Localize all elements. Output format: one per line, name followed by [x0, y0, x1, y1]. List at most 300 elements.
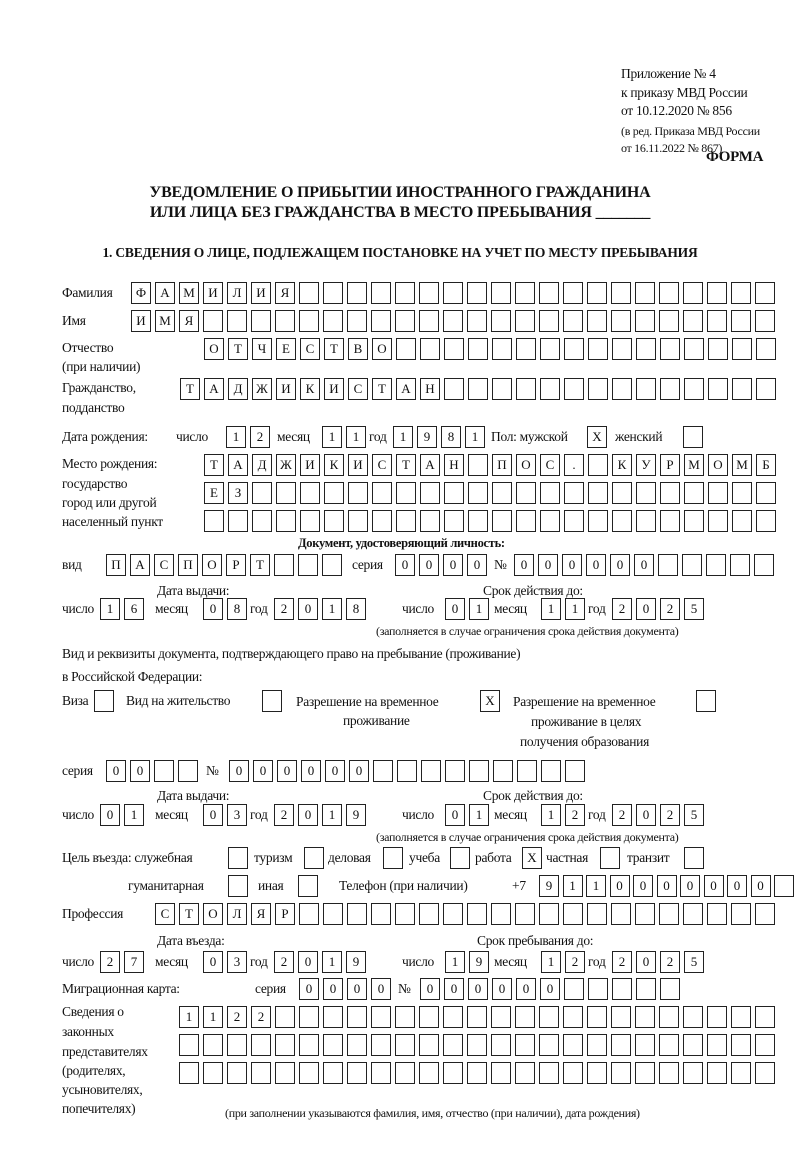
char-cell[interactable] [395, 282, 415, 304]
char-cell[interactable] [731, 1006, 751, 1028]
char-cell[interactable] [203, 1034, 223, 1056]
char-cell[interactable] [348, 510, 368, 532]
char-cell[interactable]: 0 [704, 875, 724, 897]
char-cell[interactable]: 8 [227, 598, 247, 620]
char-cell[interactable] [203, 1062, 223, 1084]
char-cell[interactable] [419, 1034, 439, 1056]
char-cell[interactable]: И [251, 282, 271, 304]
char-cell[interactable]: С [540, 454, 560, 476]
char-cell[interactable] [683, 1006, 703, 1028]
char-cell[interactable] [539, 1006, 559, 1028]
char-cell[interactable] [659, 310, 679, 332]
char-cell[interactable] [491, 282, 511, 304]
char-cell[interactable] [395, 1006, 415, 1028]
char-cell[interactable] [774, 875, 794, 897]
char-cell[interactable] [730, 554, 750, 576]
char-cell[interactable]: 0 [657, 875, 677, 897]
char-cell[interactable]: 0 [371, 978, 391, 1000]
char-cell[interactable] [467, 1006, 487, 1028]
char-cell[interactable]: Ж [276, 454, 296, 476]
char-cell[interactable] [396, 338, 416, 360]
char-cell[interactable] [299, 310, 319, 332]
char-cell[interactable] [347, 903, 367, 925]
char-cell[interactable] [299, 1062, 319, 1084]
char-cell[interactable]: О [204, 338, 224, 360]
char-cell[interactable] [274, 554, 294, 576]
char-cell[interactable] [541, 760, 561, 782]
char-cell[interactable]: 0 [540, 978, 560, 1000]
char-cell[interactable]: 0 [106, 760, 126, 782]
checkbox-cell[interactable] [683, 426, 703, 448]
char-cell[interactable]: 0 [277, 760, 297, 782]
char-cell[interactable]: 0 [347, 978, 367, 1000]
char-cell[interactable] [563, 310, 583, 332]
char-cell[interactable] [420, 510, 440, 532]
char-cell[interactable] [419, 1006, 439, 1028]
char-cell[interactable] [395, 903, 415, 925]
char-cell[interactable] [565, 760, 585, 782]
char-cell[interactable]: 0 [419, 554, 439, 576]
char-cell[interactable]: Т [396, 454, 416, 476]
char-cell[interactable] [371, 282, 391, 304]
char-cell[interactable]: 0 [395, 554, 415, 576]
char-cell[interactable] [707, 282, 727, 304]
char-cell[interactable]: И [203, 282, 223, 304]
char-cell[interactable]: 1 [124, 804, 144, 826]
char-cell[interactable] [659, 1006, 679, 1028]
char-cell[interactable] [516, 510, 536, 532]
char-cell[interactable] [468, 338, 488, 360]
char-cell[interactable]: 2 [227, 1006, 247, 1028]
char-cell[interactable] [540, 338, 560, 360]
char-cell[interactable]: О [708, 454, 728, 476]
char-cell[interactable]: 8 [441, 426, 461, 448]
char-cell[interactable] [708, 338, 728, 360]
char-cell[interactable] [755, 1062, 775, 1084]
char-cell[interactable] [395, 310, 415, 332]
char-cell[interactable] [682, 554, 702, 576]
char-cell[interactable] [443, 903, 463, 925]
char-cell[interactable] [491, 1006, 511, 1028]
char-cell[interactable] [347, 1062, 367, 1084]
char-cell[interactable] [443, 1006, 463, 1028]
char-cell[interactable] [323, 310, 343, 332]
char-cell[interactable]: 2 [100, 951, 120, 973]
char-cell[interactable]: С [155, 903, 175, 925]
char-cell[interactable]: 0 [516, 978, 536, 1000]
char-cell[interactable] [275, 1034, 295, 1056]
checkbox-cell[interactable] [262, 690, 282, 712]
char-cell[interactable] [708, 378, 728, 400]
char-cell[interactable] [563, 1006, 583, 1028]
char-cell[interactable] [492, 338, 512, 360]
char-cell[interactable] [731, 310, 751, 332]
char-cell[interactable]: И [348, 454, 368, 476]
char-cell[interactable]: 3 [227, 951, 247, 973]
char-cell[interactable] [298, 554, 318, 576]
char-cell[interactable]: 1 [469, 598, 489, 620]
char-cell[interactable] [635, 310, 655, 332]
char-cell[interactable] [154, 760, 174, 782]
char-cell[interactable]: 0 [636, 598, 656, 620]
char-cell[interactable] [443, 1062, 463, 1084]
char-cell[interactable] [276, 482, 296, 504]
char-cell[interactable] [635, 1062, 655, 1084]
char-cell[interactable] [467, 310, 487, 332]
char-cell[interactable]: 2 [660, 804, 680, 826]
char-cell[interactable] [706, 554, 726, 576]
char-cell[interactable]: 0 [299, 978, 319, 1000]
char-cell[interactable] [204, 510, 224, 532]
char-cell[interactable]: 3 [227, 804, 247, 826]
char-cell[interactable] [347, 282, 367, 304]
char-cell[interactable]: П [178, 554, 198, 576]
char-cell[interactable] [707, 903, 727, 925]
checkbox-cell[interactable] [228, 847, 248, 869]
char-cell[interactable] [563, 282, 583, 304]
char-cell[interactable] [732, 510, 752, 532]
char-cell[interactable] [467, 1034, 487, 1056]
char-cell[interactable] [611, 1062, 631, 1084]
checkbox-cell[interactable] [684, 847, 704, 869]
char-cell[interactable] [683, 1062, 703, 1084]
char-cell[interactable] [515, 282, 535, 304]
char-cell[interactable] [516, 338, 536, 360]
char-cell[interactable]: С [372, 454, 392, 476]
char-cell[interactable] [587, 1034, 607, 1056]
char-cell[interactable] [468, 454, 488, 476]
char-cell[interactable] [203, 310, 223, 332]
char-cell[interactable]: 0 [727, 875, 747, 897]
char-cell[interactable]: Н [444, 454, 464, 476]
char-cell[interactable] [515, 1034, 535, 1056]
char-cell[interactable]: Т [324, 338, 344, 360]
char-cell[interactable] [372, 510, 392, 532]
char-cell[interactable] [467, 903, 487, 925]
char-cell[interactable] [611, 903, 631, 925]
char-cell[interactable] [660, 378, 680, 400]
char-cell[interactable]: 0 [751, 875, 771, 897]
char-cell[interactable]: Т [204, 454, 224, 476]
char-cell[interactable] [491, 1034, 511, 1056]
char-cell[interactable] [492, 510, 512, 532]
char-cell[interactable] [708, 510, 728, 532]
char-cell[interactable]: 2 [612, 951, 632, 973]
char-cell[interactable] [611, 282, 631, 304]
char-cell[interactable] [515, 903, 535, 925]
char-cell[interactable] [419, 903, 439, 925]
char-cell[interactable] [564, 510, 584, 532]
char-cell[interactable] [467, 282, 487, 304]
char-cell[interactable] [683, 310, 703, 332]
char-cell[interactable]: А [396, 378, 416, 400]
char-cell[interactable] [684, 378, 704, 400]
char-cell[interactable] [371, 310, 391, 332]
char-cell[interactable]: А [228, 454, 248, 476]
char-cell[interactable]: Е [204, 482, 224, 504]
checkbox-cell[interactable] [228, 875, 248, 897]
char-cell[interactable] [588, 338, 608, 360]
char-cell[interactable] [756, 378, 776, 400]
char-cell[interactable] [469, 760, 489, 782]
char-cell[interactable]: 0 [443, 554, 463, 576]
char-cell[interactable] [588, 978, 608, 1000]
char-cell[interactable] [755, 282, 775, 304]
char-cell[interactable] [492, 482, 512, 504]
char-cell[interactable]: 1 [100, 598, 120, 620]
checkbox-cell[interactable]: X [587, 426, 607, 448]
char-cell[interactable] [684, 510, 704, 532]
char-cell[interactable] [540, 378, 560, 400]
checkbox-cell[interactable] [696, 690, 716, 712]
char-cell[interactable]: 0 [203, 951, 223, 973]
char-cell[interactable] [420, 338, 440, 360]
char-cell[interactable] [611, 1034, 631, 1056]
char-cell[interactable]: 1 [179, 1006, 199, 1028]
char-cell[interactable] [299, 282, 319, 304]
char-cell[interactable] [299, 1034, 319, 1056]
char-cell[interactable]: А [130, 554, 150, 576]
char-cell[interactable] [659, 903, 679, 925]
char-cell[interactable]: О [203, 903, 223, 925]
char-cell[interactable]: 0 [420, 978, 440, 1000]
char-cell[interactable]: 1 [586, 875, 606, 897]
char-cell[interactable] [468, 378, 488, 400]
char-cell[interactable] [419, 310, 439, 332]
char-cell[interactable] [611, 310, 631, 332]
char-cell[interactable]: 0 [610, 875, 630, 897]
char-cell[interactable]: 1 [541, 951, 561, 973]
char-cell[interactable] [348, 482, 368, 504]
char-cell[interactable] [754, 554, 774, 576]
char-cell[interactable]: 2 [660, 598, 680, 620]
char-cell[interactable]: 0 [610, 554, 630, 576]
char-cell[interactable]: 1 [469, 804, 489, 826]
char-cell[interactable] [373, 760, 393, 782]
char-cell[interactable] [564, 338, 584, 360]
char-cell[interactable] [612, 482, 632, 504]
char-cell[interactable] [299, 1006, 319, 1028]
char-cell[interactable]: М [732, 454, 752, 476]
char-cell[interactable]: 5 [684, 804, 704, 826]
char-cell[interactable] [323, 1062, 343, 1084]
char-cell[interactable]: 0 [467, 554, 487, 576]
checkbox-cell[interactable] [450, 847, 470, 869]
char-cell[interactable] [251, 1034, 271, 1056]
char-cell[interactable] [445, 760, 465, 782]
char-cell[interactable] [444, 482, 464, 504]
char-cell[interactable] [707, 1062, 727, 1084]
char-cell[interactable] [636, 338, 656, 360]
char-cell[interactable] [658, 554, 678, 576]
char-cell[interactable] [707, 310, 727, 332]
checkbox-cell[interactable] [383, 847, 403, 869]
char-cell[interactable]: 0 [680, 875, 700, 897]
char-cell[interactable]: Т [228, 338, 248, 360]
char-cell[interactable]: 0 [514, 554, 534, 576]
char-cell[interactable] [539, 1034, 559, 1056]
char-cell[interactable] [683, 903, 703, 925]
char-cell[interactable] [322, 554, 342, 576]
char-cell[interactable] [708, 482, 728, 504]
char-cell[interactable]: 0 [349, 760, 369, 782]
char-cell[interactable]: 0 [203, 804, 223, 826]
char-cell[interactable] [467, 1062, 487, 1084]
char-cell[interactable]: Л [227, 282, 247, 304]
char-cell[interactable]: 1 [346, 426, 366, 448]
char-cell[interactable]: Р [226, 554, 246, 576]
char-cell[interactable]: 2 [660, 951, 680, 973]
char-cell[interactable]: А [420, 454, 440, 476]
char-cell[interactable] [323, 1006, 343, 1028]
char-cell[interactable] [395, 1062, 415, 1084]
char-cell[interactable] [587, 282, 607, 304]
char-cell[interactable]: 0 [636, 951, 656, 973]
char-cell[interactable]: И [276, 378, 296, 400]
char-cell[interactable] [468, 482, 488, 504]
char-cell[interactable]: П [106, 554, 126, 576]
char-cell[interactable] [563, 903, 583, 925]
char-cell[interactable] [444, 510, 464, 532]
char-cell[interactable]: С [348, 378, 368, 400]
char-cell[interactable]: 8 [346, 598, 366, 620]
char-cell[interactable]: 1 [465, 426, 485, 448]
char-cell[interactable] [540, 482, 560, 504]
char-cell[interactable] [684, 338, 704, 360]
char-cell[interactable] [299, 903, 319, 925]
char-cell[interactable] [588, 482, 608, 504]
char-cell[interactable] [539, 903, 559, 925]
char-cell[interactable]: Р [275, 903, 295, 925]
char-cell[interactable] [612, 510, 632, 532]
char-cell[interactable] [324, 510, 344, 532]
char-cell[interactable] [323, 282, 343, 304]
char-cell[interactable] [300, 482, 320, 504]
checkbox-cell[interactable]: X [480, 690, 500, 712]
char-cell[interactable] [683, 1034, 703, 1056]
char-cell[interactable] [635, 1006, 655, 1028]
char-cell[interactable] [731, 1034, 751, 1056]
char-cell[interactable] [660, 978, 680, 1000]
char-cell[interactable] [491, 310, 511, 332]
char-cell[interactable]: Р [660, 454, 680, 476]
char-cell[interactable]: 0 [203, 598, 223, 620]
char-cell[interactable]: Я [251, 903, 271, 925]
char-cell[interactable]: Н [420, 378, 440, 400]
char-cell[interactable] [659, 1062, 679, 1084]
char-cell[interactable] [252, 510, 272, 532]
char-cell[interactable]: 1 [541, 804, 561, 826]
char-cell[interactable] [179, 1062, 199, 1084]
char-cell[interactable] [756, 510, 776, 532]
char-cell[interactable] [492, 378, 512, 400]
char-cell[interactable]: С [154, 554, 174, 576]
char-cell[interactable]: Я [275, 282, 295, 304]
char-cell[interactable] [660, 510, 680, 532]
char-cell[interactable]: 9 [469, 951, 489, 973]
char-cell[interactable]: 0 [444, 978, 464, 1000]
char-cell[interactable]: 2 [612, 598, 632, 620]
char-cell[interactable]: А [155, 282, 175, 304]
char-cell[interactable] [371, 903, 391, 925]
char-cell[interactable]: 1 [565, 598, 585, 620]
char-cell[interactable]: 2 [274, 804, 294, 826]
char-cell[interactable]: 9 [539, 875, 559, 897]
char-cell[interactable] [228, 510, 248, 532]
char-cell[interactable] [252, 482, 272, 504]
char-cell[interactable] [516, 378, 536, 400]
char-cell[interactable] [347, 310, 367, 332]
char-cell[interactable] [660, 338, 680, 360]
char-cell[interactable]: 0 [323, 978, 343, 1000]
char-cell[interactable] [419, 282, 439, 304]
char-cell[interactable]: А [204, 378, 224, 400]
char-cell[interactable] [684, 482, 704, 504]
char-cell[interactable] [347, 1034, 367, 1056]
char-cell[interactable] [372, 482, 392, 504]
char-cell[interactable]: М [179, 282, 199, 304]
char-cell[interactable] [756, 482, 776, 504]
char-cell[interactable] [588, 510, 608, 532]
char-cell[interactable]: 9 [346, 804, 366, 826]
char-cell[interactable] [420, 482, 440, 504]
char-cell[interactable] [683, 282, 703, 304]
char-cell[interactable] [443, 1034, 463, 1056]
char-cell[interactable] [612, 338, 632, 360]
char-cell[interactable]: Б [756, 454, 776, 476]
char-cell[interactable] [227, 1034, 247, 1056]
char-cell[interactable] [371, 1034, 391, 1056]
char-cell[interactable]: О [372, 338, 392, 360]
char-cell[interactable] [539, 282, 559, 304]
char-cell[interactable] [635, 282, 655, 304]
char-cell[interactable]: К [612, 454, 632, 476]
char-cell[interactable] [493, 760, 513, 782]
char-cell[interactable]: 0 [636, 804, 656, 826]
char-cell[interactable] [395, 1034, 415, 1056]
char-cell[interactable] [468, 510, 488, 532]
char-cell[interactable]: 7 [124, 951, 144, 973]
char-cell[interactable]: 0 [325, 760, 345, 782]
char-cell[interactable]: 9 [417, 426, 437, 448]
char-cell[interactable] [421, 760, 441, 782]
char-cell[interactable]: 0 [100, 804, 120, 826]
char-cell[interactable] [227, 1062, 247, 1084]
char-cell[interactable]: 1 [322, 598, 342, 620]
char-cell[interactable] [660, 482, 680, 504]
char-cell[interactable] [635, 903, 655, 925]
char-cell[interactable] [396, 510, 416, 532]
char-cell[interactable]: 0 [634, 554, 654, 576]
char-cell[interactable] [636, 378, 656, 400]
char-cell[interactable]: Ф [131, 282, 151, 304]
char-cell[interactable]: Е [276, 338, 296, 360]
char-cell[interactable]: 2 [565, 804, 585, 826]
char-cell[interactable] [707, 1034, 727, 1056]
char-cell[interactable] [636, 510, 656, 532]
checkbox-cell[interactable] [304, 847, 324, 869]
char-cell[interactable] [515, 1062, 535, 1084]
checkbox-cell[interactable]: X [522, 847, 542, 869]
char-cell[interactable] [635, 1034, 655, 1056]
char-cell[interactable]: Т [372, 378, 392, 400]
char-cell[interactable] [563, 1062, 583, 1084]
char-cell[interactable]: 2 [612, 804, 632, 826]
char-cell[interactable] [371, 1062, 391, 1084]
checkbox-cell[interactable] [600, 847, 620, 869]
char-cell[interactable] [275, 310, 295, 332]
char-cell[interactable] [300, 510, 320, 532]
